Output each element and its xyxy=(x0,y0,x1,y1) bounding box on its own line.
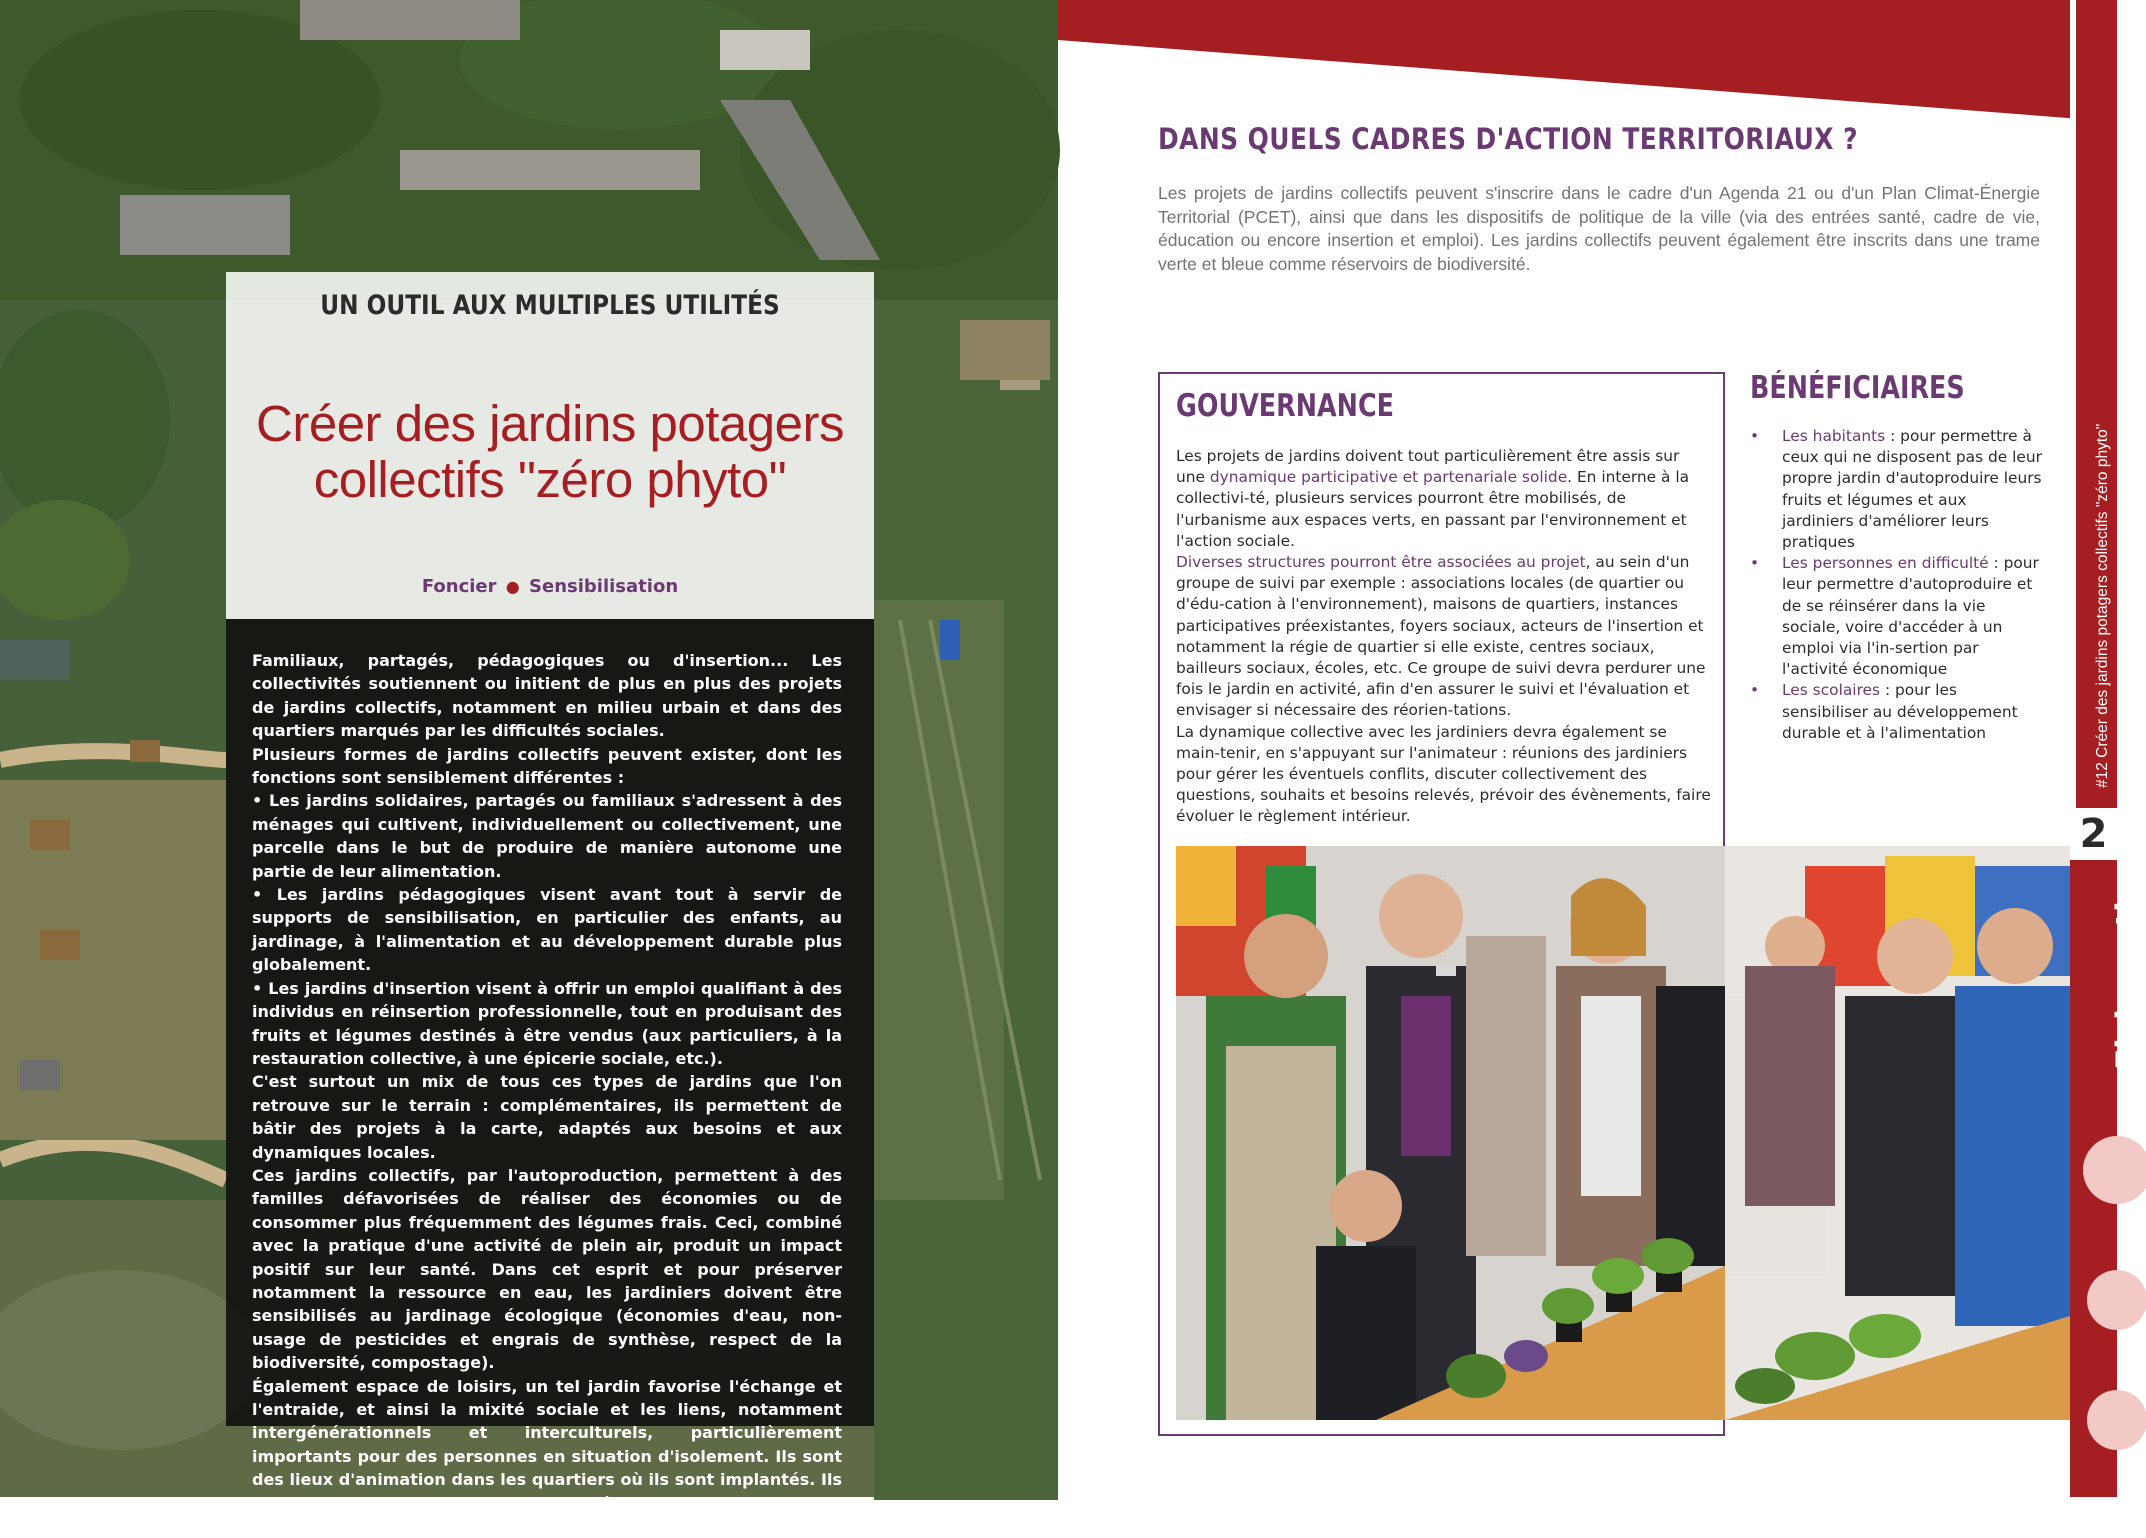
cadres-paragraph: Les projets de jardins collectifs peuvent s'inscrire dans le cadre d'un Agenda 21 ou d'un Plan Climat-Énergie Territorial (PCET), ainsi que dans les dispositifs de politique de la ville (via des entrées santé, cadre de vie, éducation ou encore insertion et emploi). Les jardins collectifs peuvent également être inscrits dans une trame verte et bleue comme réservoirs de biodiversité. xyxy=(1158,183,2040,274)
intro-paragraph: Ces jardins collectifs, par l'autoproduction, permettent à des familles défavorisées de réaliser des économies ou de consommer plus fréquemment des légumes frais. Ceci, combiné avec la pratique d'une activité de plein air, produit un impact positif sur leur santé. Dans cet esprit et pour préserver notamment la ressource en eau, les jardiniers doivent être sensibilisés au jardinage écologique (économies d'eau, non-usage de pesticides et engrais de synthèse, respect de la biodiversité, compostage). xyxy=(252,1165,842,1373)
red-header-banner xyxy=(1058,0,2117,120)
cadres-heading: DANS QUELS CADRES D'ACTION TERRITORIAUX ? xyxy=(1158,122,1858,156)
topic-tags xyxy=(226,576,874,597)
list-item-text: : pour les sensibiliser au développement durable et à l'alimentation xyxy=(1782,681,2018,742)
list-item xyxy=(1750,553,2042,680)
text-run: . En interne à la collectivi-té, plusieurs services pourront être mobilisés, de l'urbanisme aux espaces verts, en passant par l'environnement et l'action sociale. xyxy=(1176,468,1690,550)
intro-panel xyxy=(226,619,874,1537)
text-run: , au sein d'un groupe de suivi par exemple : associations locales (de quartier ou d'édu-cation à l'environnement), maisons de quartiers, instances participatives préexistantes, foyers sociaux, acteurs de l'insertion et notamment la régie de quartier si elle existe, centres sociaux, bailleurs sociaux, écoles, etc. Ce groupe de suivi devra perdurer une fois le jardin en activité, afin d'en assurer le suivi et l'évaluation et envisager si nécessaire des réorien-tations. xyxy=(1176,553,1706,720)
intro-paragraph: • Les jardins d'insertion visent à offrir un emploi qualifiant à des individus en réinsertion professionnelle, tout en produisant des fruits et légumes destinés à être vendus (aux particuliers, à la restauration collective, à une épicerie sociale, etc.). xyxy=(252,978,842,1068)
page-number: 2 xyxy=(2070,808,2117,860)
text-run: Les projets de jardins doivent tout particulièrement être assis sur une xyxy=(1176,447,1680,487)
list-item-text: : pour permettre à ceux qui ne disposent pas de leur propre jardin d'autoproduire leurs fruits et légumes et aux jardiniers d'améliorer leurs pratiques xyxy=(1782,427,2042,552)
title-line-1: Créer des jardins potagers xyxy=(256,395,844,452)
tag-separator-dot: ● xyxy=(505,577,520,596)
beneficiaires-heading: BÉNÉFICIAIRES xyxy=(1750,370,1965,406)
intro-paragraph: Également espace de loisirs, un tel jardin favorise l'échange et l'entraide, et ainsi la mixité sociale et les liens, notamment intergénérationnels et interculturels, particulièrement importants pour des personnes en situation d'isolement. Ils sont des lieux d'animation dans les quartiers où ils sont implantés. Ils remplissent aussi une fonction paysagère de "nature en ville" et éducative auprès de tous les publics, notamment les scolaires. xyxy=(252,1376,842,1537)
beneficiaires-list xyxy=(1750,426,2042,744)
gouvernance-paragraph-3: La dynamique collective avec les jardiniers devra également se main-tenir, en s'appuyant sur l'animateur : réunions des jardiniers pour gérer les éventuels conflits, discuter collectivement des questions, souhaits et besoins relevés, prévoir des évènements, faire évoluer le règlement intérieur. xyxy=(1176,722,1711,826)
title-line-2: collectifs "zéro phyto" xyxy=(313,451,787,508)
bullet-icon: • xyxy=(1750,681,1760,700)
gouvernance-paragraph-1 xyxy=(1176,446,1712,552)
list-item xyxy=(1750,426,2042,553)
highlight-text: Les habitants xyxy=(1782,427,1886,445)
vertical-caption: #12 Créer des jardins potagers collectifs "zéro phyto" xyxy=(2094,423,2111,788)
bullet-icon: • xyxy=(1750,427,1760,445)
intro-paragraph: • Les jardins pédagogiques visent avant tout à servir de supports de sensibilisation, en particulier des enfants, au jardinage, à l'alimentation et au développement durable plus globalement. xyxy=(252,885,842,975)
intro-paragraph: C'est surtout un mix de tous ces types de jardins que l'on retrouve sur le terrain : complémentaires, ils permettent de bâtir des projets à la carte, adaptés aux besoins et aux dynamiques locales. xyxy=(252,1072,842,1162)
title-panel xyxy=(226,272,874,619)
intro-paragraph: • Les jardins solidaires, partagés ou familiaux s'adressent à des ménages qui cultivent, individuellement ou collectivement, une parcelle dans le but de produire de manière autonome une partie de leur alimentation. xyxy=(252,791,842,881)
highlight-text: Les personnes en difficulté xyxy=(1782,554,1989,573)
gardeners-photo-right xyxy=(1725,846,2070,1420)
tag-foncier: Foncier xyxy=(421,576,497,597)
gouvernance-paragraph-2 xyxy=(1176,552,1712,722)
bullet-icon: • xyxy=(1750,554,1760,573)
highlight-text: Diverses structures pourront être associées au projet xyxy=(1176,553,1586,572)
gouvernance-heading: GOUVERNANCE xyxy=(1176,388,1394,424)
fiche-action-label: Fiche action xyxy=(2110,857,2146,1070)
intro-paragraph: Plusieurs formes de jardins collectifs peuvent exister, dont les fonctions sont sensiblement différentes : xyxy=(252,744,842,788)
list-item-text: : pour leur permettre d'autoproduire et de se réinsérer dans la vie sociale, voire d'accéder à un emploi via l'in-sertion par l'activité économique xyxy=(1782,554,2039,679)
section-kicker: UN OUTIL AUX MULTIPLES UTILITÉS xyxy=(320,290,780,321)
highlight-text: dynamique participative et partenariale solide xyxy=(1209,468,1568,487)
highlight-text: Les scolaires xyxy=(1782,681,1881,700)
tag-sensibilisation: Sensibilisation xyxy=(529,576,679,597)
intro-paragraph: Familiaux, partagés, pédagogiques ou d'insertion... Les collectivités soutiennent ou initient de plus en plus des projets de jardins collectifs, notamment en milieu urbain et dans des quartiers marqués par les difficultés sociales. xyxy=(252,651,842,741)
gouvernance-text xyxy=(1176,446,1712,828)
gardeners-photo xyxy=(1176,846,1725,1420)
list-item xyxy=(1750,680,2042,744)
page-title xyxy=(226,396,874,508)
